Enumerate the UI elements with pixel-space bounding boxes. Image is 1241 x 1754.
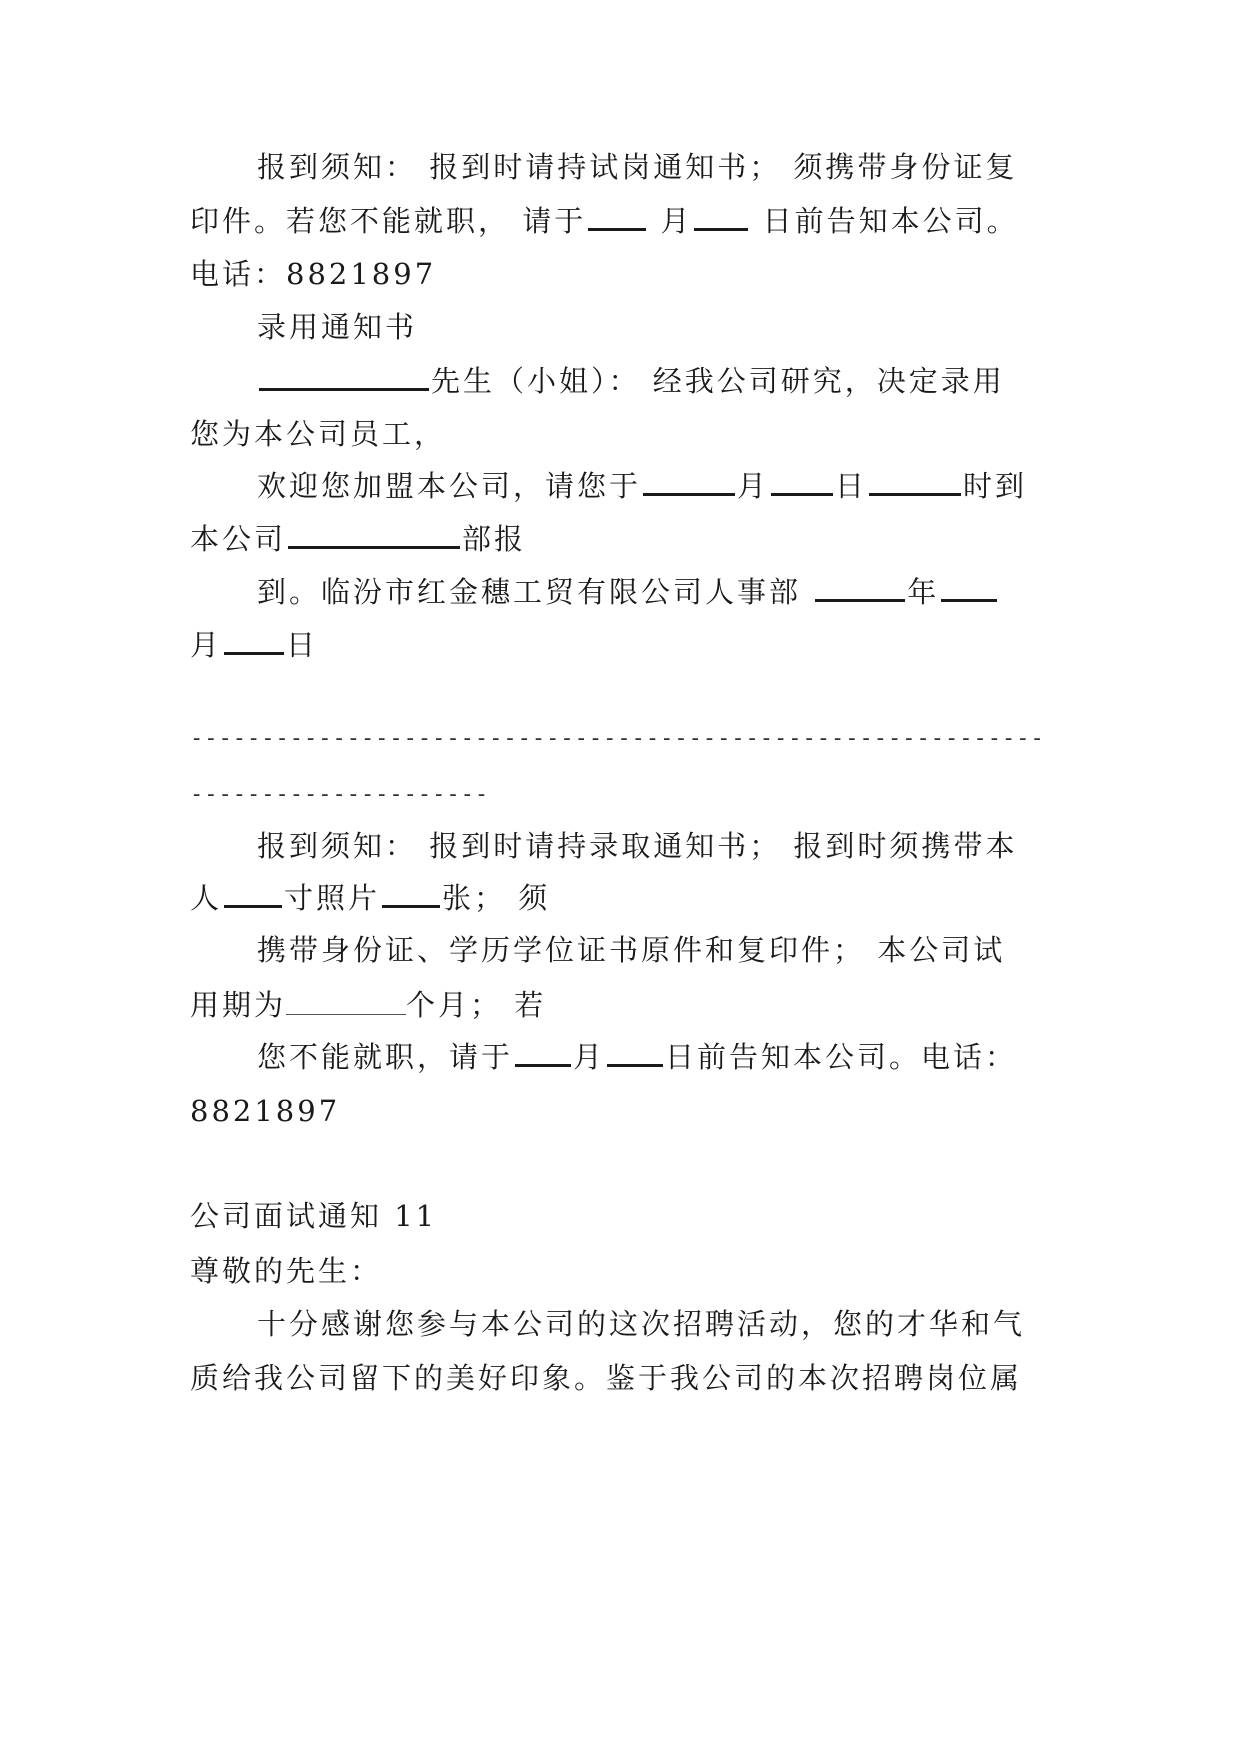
month-blank	[515, 1038, 571, 1067]
offer-line-2: 您为本公司员工，	[190, 417, 447, 451]
month-blank	[941, 573, 997, 602]
greeting: 尊敬的先生：	[190, 1254, 383, 1288]
cut-line-1: ------------------------------------------------------------	[190, 726, 1045, 751]
thanks-line-1: 十分感谢您参与本公司的这次招聘活动，您的才华和气	[257, 1307, 1026, 1341]
section-title: 公司面试通知 11	[190, 1199, 438, 1233]
welcome-text-e: 本公司	[190, 522, 287, 556]
report-line-1: 报到须知： 报到时请持录取通知书； 报到时须携带本	[257, 829, 1018, 863]
docs-text-b: 个月； 若	[406, 988, 547, 1022]
signature-line-2	[190, 625, 318, 665]
decline-text-a: 您不能就职，请于	[257, 1040, 514, 1074]
docs-text-a: 用期为	[190, 988, 287, 1022]
decline-text-b: 月	[573, 1040, 606, 1074]
day-blank	[694, 202, 748, 231]
offer-text: 先生（小姐）： 经我公司研究，决定录用	[431, 364, 1005, 398]
photo-size-blank	[224, 879, 282, 908]
decline-phone: 8821897	[190, 1094, 341, 1128]
docs-line-2	[190, 985, 546, 1025]
day-blank	[771, 467, 833, 496]
report-text-b: 寸照片	[284, 881, 381, 915]
department-blank	[288, 520, 460, 549]
welcome-line-1	[257, 466, 1027, 506]
hour-blank	[869, 467, 961, 496]
docs-line-1: 携带身份证、学历学位证书原件和复印件； 本公司试	[257, 933, 1006, 967]
cut-line-2: ---------------------	[190, 782, 490, 807]
day-blank	[607, 1038, 663, 1067]
month-blank	[643, 467, 735, 496]
year-blank	[815, 573, 905, 602]
month-label: 月	[190, 628, 223, 662]
notice-text-a: 印件。若您不能就职， 请于	[190, 204, 587, 238]
welcome-text-c: 日	[835, 469, 868, 503]
signature-text: 到。临汾市红金穗工贸有限公司人事部	[257, 575, 814, 609]
thanks-line-2: 质给我公司留下的美好印象。鉴于我公司的本次招聘岗位属	[190, 1361, 1023, 1395]
report-text-a: 人	[190, 881, 223, 915]
notice-line-2	[190, 201, 1019, 241]
welcome-text-f: 部报	[462, 522, 527, 556]
notice-text-b: 月	[648, 204, 693, 238]
photo-count-blank	[382, 879, 440, 908]
probation-blank	[286, 988, 406, 1015]
decline-text-c: 日前告知本公司。电话：	[665, 1040, 1018, 1074]
day-label: 日	[286, 628, 319, 662]
year-label: 年	[907, 575, 940, 609]
signature-line-1	[257, 572, 999, 612]
welcome-text-b: 月	[737, 469, 770, 503]
welcome-text-d: 时到	[963, 469, 1028, 503]
report-text-c: 张； 须	[442, 881, 551, 915]
welcome-line-2	[190, 519, 526, 559]
name-blank	[259, 362, 429, 391]
notice-line-1: 报到须知： 报到时请持试岗通知书； 须携带身份证复	[257, 150, 1018, 184]
decline-line-1	[257, 1037, 1017, 1077]
phone-line: 电话：8821897	[190, 257, 437, 291]
offer-line-1	[257, 361, 1005, 401]
welcome-text-a: 欢迎您加盟本公司，请您于	[257, 469, 642, 503]
offer-title: 录用通知书	[257, 310, 418, 344]
notice-text-c: 日前告知本公司。	[750, 204, 1019, 238]
month-blank	[588, 202, 646, 231]
day-blank	[224, 626, 284, 655]
report-line-2	[190, 878, 550, 918]
